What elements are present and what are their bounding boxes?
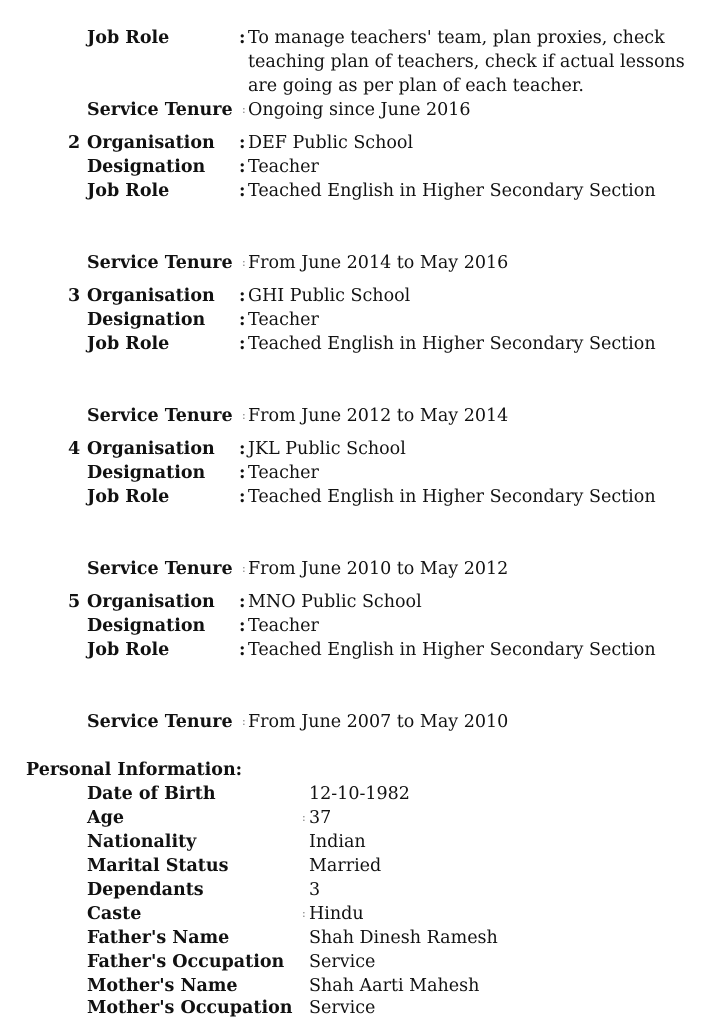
colon: : (239, 439, 246, 459)
personal-field-row (0, 854, 719, 878)
job-role-value: Teached English in Higher Secondary Section (248, 334, 656, 354)
colon: : (239, 28, 246, 48)
personal-field-row (0, 878, 719, 902)
colon: : (239, 463, 246, 483)
personal-field-label: Father's Occupation (87, 952, 285, 972)
personal-field-row (0, 950, 719, 974)
job-organisation-row (0, 131, 719, 155)
personal-field-row (0, 996, 719, 1020)
job-role-label: Job Role (87, 28, 170, 48)
personal-field-value: 12-10-1982 (309, 784, 410, 804)
job-designation-row (0, 308, 719, 332)
personal-field-value: Indian (309, 832, 366, 852)
personal-field-label: Mother's Occupation (87, 998, 293, 1018)
organisation-value: DEF Public School (248, 133, 414, 153)
personal-field-value: Hindu (309, 904, 364, 924)
service-tenure-label: Service Tenure (87, 559, 233, 579)
personal-field-label: Father's Name (87, 928, 230, 948)
personal-field-value: Shah Dinesh Ramesh (309, 928, 498, 948)
job-designation-row (0, 461, 719, 485)
designation-label: Designation (87, 157, 206, 177)
current-tenure-row (0, 98, 719, 122)
colon: : (239, 487, 246, 507)
job-role-label: Job Role (87, 334, 170, 354)
personal-field-row (0, 806, 719, 830)
colon: : (239, 157, 246, 177)
colon: : (239, 640, 246, 660)
designation-label: Designation (87, 463, 206, 483)
job-organisation-row (0, 590, 719, 614)
personal-field-value: Shah Aarti Mahesh (309, 976, 480, 996)
job-number: 5 (68, 592, 81, 612)
job-organisation-row (0, 437, 719, 461)
personal-field-label: Marital Status (87, 856, 229, 876)
service-tenure-label: Service Tenure (87, 406, 233, 426)
personal-field-label: Age (87, 808, 124, 828)
job-role-row (0, 332, 719, 356)
service-tenure-label: Service Tenure (87, 253, 233, 273)
job-role-row (0, 485, 719, 509)
job-tenure-row (0, 557, 719, 581)
designation-value: Teacher (248, 616, 319, 636)
colon: : (242, 256, 246, 269)
current-job-role-row-3 (0, 74, 719, 98)
colon: : (242, 562, 246, 575)
colon: : (302, 907, 306, 920)
organisation-label: Organisation (87, 592, 215, 612)
colon: : (242, 103, 246, 116)
job-role-row (0, 638, 719, 662)
personal-field-row (0, 830, 719, 854)
personal-field-value: 3 (309, 880, 321, 900)
colon: : (239, 334, 246, 354)
current-job-role-row-2 (0, 50, 719, 74)
colon: : (302, 811, 306, 824)
personal-field-value: 37 (309, 808, 332, 828)
designation-label: Designation (87, 310, 206, 330)
personal-field-row (0, 902, 719, 926)
designation-value: Teacher (248, 310, 319, 330)
personal-field-label: Nationality (87, 832, 197, 852)
personal-field-label: Dependants (87, 880, 204, 900)
job-role-value-line-1: To manage teachers' team, plan proxies, check (248, 28, 665, 48)
job-number: 2 (68, 133, 81, 153)
service-tenure-value: From June 2012 to May 2014 (248, 406, 509, 426)
service-tenure-value: From June 2007 to May 2010 (248, 712, 509, 732)
job-role-value-line-2: teaching plan of teachers, check if actual lessons (248, 52, 685, 72)
current-job-role-row (0, 26, 719, 50)
job-role-value: Teached English in Higher Secondary Section (248, 181, 656, 201)
job-tenure-row (0, 251, 719, 275)
job-role-value: Teached English in Higher Secondary Section (248, 487, 656, 507)
colon: : (239, 310, 246, 330)
colon: : (239, 133, 246, 153)
organisation-value: GHI Public School (248, 286, 411, 306)
organisation-label: Organisation (87, 286, 215, 306)
colon: : (239, 181, 246, 201)
organisation-value: MNO Public School (248, 592, 422, 612)
organisation-label: Organisation (87, 439, 215, 459)
designation-value: Teacher (248, 463, 319, 483)
job-number: 3 (68, 286, 81, 306)
personal-field-value: Service (309, 952, 376, 972)
service-tenure-value: From June 2010 to May 2012 (248, 559, 509, 579)
job-role-row (0, 179, 719, 203)
service-tenure-value: Ongoing since June 2016 (248, 100, 471, 120)
organisation-label: Organisation (87, 133, 215, 153)
personal-field-label: Date of Birth (87, 784, 216, 804)
job-role-label: Job Role (87, 181, 170, 201)
designation-value: Teacher (248, 157, 319, 177)
personal-field-label: Mother's Name (87, 976, 238, 996)
colon: : (239, 592, 246, 612)
job-designation-row (0, 155, 719, 179)
job-role-value-line-3: are going as per plan of each teacher. (248, 76, 584, 96)
personal-field-row (0, 782, 719, 806)
personal-field-value: Married (309, 856, 382, 876)
colon: : (239, 616, 246, 636)
job-tenure-row (0, 404, 719, 428)
personal-field-value: Service (309, 998, 376, 1018)
service-tenure-label: Service Tenure (87, 100, 233, 120)
job-role-label: Job Role (87, 487, 170, 507)
job-number: 4 (68, 439, 81, 459)
job-role-value: Teached English in Higher Secondary Section (248, 640, 656, 660)
organisation-value: JKL Public School (248, 439, 406, 459)
personal-info-heading: Personal Information: (26, 760, 243, 780)
colon: : (239, 286, 246, 306)
job-tenure-row (0, 710, 719, 734)
colon: : (242, 715, 246, 728)
service-tenure-value: From June 2014 to May 2016 (248, 253, 509, 273)
personal-field-row (0, 926, 719, 950)
colon: : (242, 409, 246, 422)
designation-label: Designation (87, 616, 206, 636)
job-designation-row (0, 614, 719, 638)
service-tenure-label: Service Tenure (87, 712, 233, 732)
personal-field-label: Caste (87, 904, 142, 924)
job-role-label: Job Role (87, 640, 170, 660)
personal-field-row (0, 974, 719, 998)
personal-info-heading-row (0, 758, 719, 782)
job-organisation-row (0, 284, 719, 308)
